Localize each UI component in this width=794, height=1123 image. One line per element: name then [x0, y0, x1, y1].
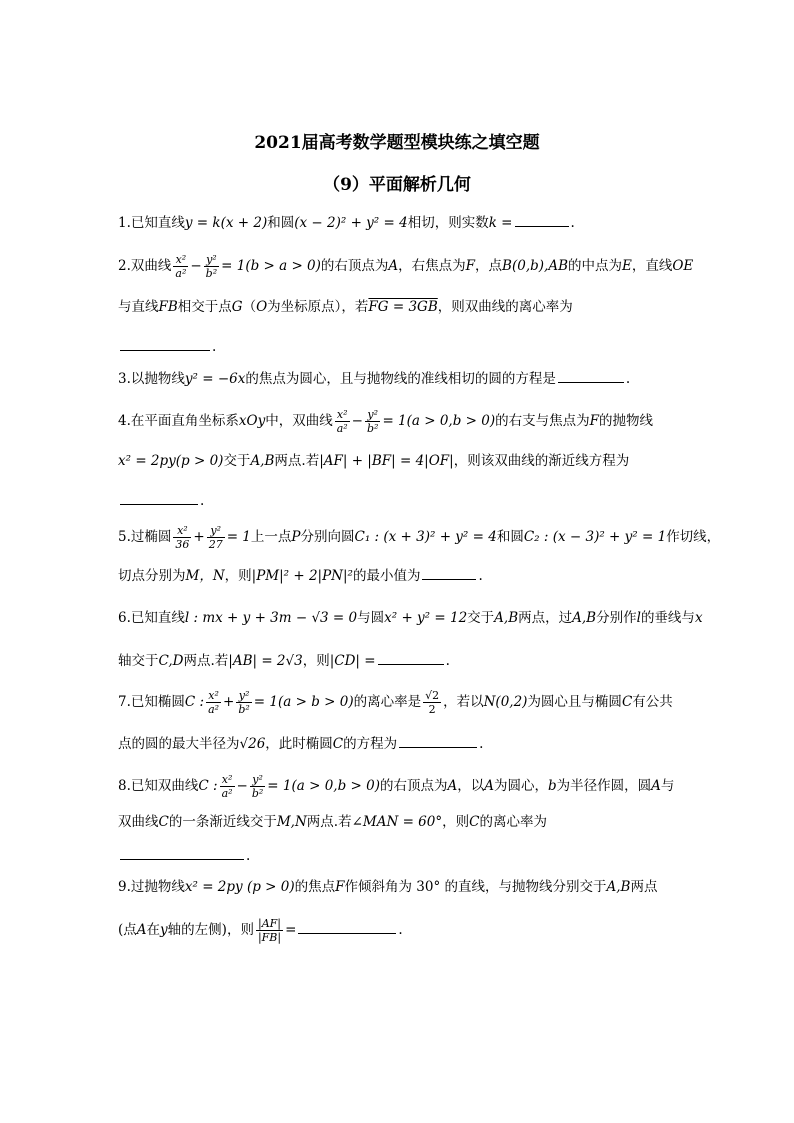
fraction-numerator: y² — [236, 689, 251, 703]
q2-text-11: ，则双曲线的离心率为 — [437, 299, 573, 315]
q2-math-B: B(0,b),AB — [502, 258, 568, 274]
answer-blank[interactable] — [399, 733, 477, 748]
question-5-line-2 — [118, 565, 678, 586]
q1-math: y = k(x + 2) — [184, 215, 268, 231]
answer-blank[interactable] — [558, 368, 624, 383]
fraction-denominator: a² — [175, 267, 187, 280]
fraction-numerator: y² — [207, 524, 225, 538]
q2-text-8: 相交于点 — [177, 299, 232, 315]
q4-math-2: x² = 2py(p > 0) — [118, 453, 224, 469]
q4-text: 4.在平面直角坐标系 — [118, 413, 239, 429]
fraction-numerator: y² — [204, 253, 219, 267]
q6-text-4: 两点，过 — [518, 610, 573, 626]
question-8-line-3 — [118, 845, 678, 866]
q4-math-AB: A,B — [250, 453, 275, 469]
q2-end: . — [212, 339, 217, 355]
q2-text-5: 的中点为 — [568, 258, 622, 274]
q3-text-2: 的焦点为圆心，且与抛物线的准线相切的圆的方程是 — [245, 371, 556, 387]
fraction — [204, 253, 219, 280]
q1-math-2: (x − 2)² + y² = 4 — [294, 215, 408, 231]
fraction — [220, 773, 235, 800]
fraction-numerator: |AF| — [256, 917, 283, 931]
q2-text-10: 为坐标原点），若 — [267, 299, 369, 315]
question-4-line-3 — [118, 490, 678, 511]
fraction — [173, 524, 191, 551]
q8-text-2: 的右顶点为 — [379, 778, 448, 794]
q8-text: 8.已知双曲线 — [118, 778, 199, 794]
fraction-denominator: b² — [366, 422, 379, 435]
q4-end: . — [200, 493, 205, 509]
q1-text-2: 和圆 — [267, 215, 295, 231]
fraction — [207, 524, 225, 551]
question-2-line-3 — [118, 336, 678, 357]
q5-math-P: P — [291, 529, 301, 545]
q2-math-G: G — [231, 299, 243, 315]
answer-blank[interactable] — [422, 565, 476, 580]
q7-text-7: ，此时椭圆 — [265, 736, 333, 752]
page-title: 2021届高考数学题型模块练之填空题 — [254, 133, 540, 153]
fraction — [236, 689, 251, 716]
question-9-line-2 — [118, 917, 678, 944]
fraction — [365, 408, 380, 435]
q7-math-C: C : — [184, 694, 205, 710]
answer-blank[interactable] — [298, 919, 396, 934]
question-8-line-2 — [118, 812, 678, 832]
q9-math-F: F — [335, 879, 345, 895]
q1-text-3: 相切，则实数 — [407, 215, 489, 231]
q9-text-6: 在 — [146, 922, 161, 938]
q8-text-4: 为圆心， — [493, 778, 548, 794]
q6-text-8: 两点.若 — [183, 653, 229, 669]
fraction-numerator: x² — [173, 253, 188, 267]
q5-text-5: 作切线， — [666, 529, 721, 545]
q1-text: 1.已知直线 — [118, 215, 185, 231]
fraction-denominator: b² — [205, 267, 218, 280]
q3-text: 3.以抛物线 — [118, 371, 185, 387]
q5-text-7: ，则 — [224, 568, 252, 584]
fraction — [173, 253, 188, 280]
q7-math-C-2: C — [621, 694, 633, 710]
q9-text-3: 作倾斜角为 30° 的直线，与抛物线分别交于 — [344, 879, 607, 895]
answer-blank[interactable] — [515, 212, 569, 227]
q5-text-8: 的最小值为 — [352, 568, 421, 584]
q9-math-A: A — [136, 922, 147, 938]
q8-math-A-3: A — [651, 778, 661, 794]
fraction-denominator: a² — [208, 703, 220, 716]
q7-text-5: 有公共 — [632, 694, 673, 710]
fraction-denominator: 27 — [208, 538, 223, 551]
fraction-denominator: a² — [221, 787, 233, 800]
answer-blank[interactable] — [120, 336, 210, 351]
q2-text-4: ，点 — [475, 258, 503, 274]
q9-math-eq: = — [285, 922, 297, 938]
q6-math-x: x — [694, 610, 703, 626]
fraction — [256, 917, 283, 944]
q7-text: 7.已知椭圆 — [118, 694, 185, 710]
q2-math-E: E — [622, 258, 632, 274]
fraction-denominator: |FB| — [257, 931, 282, 944]
q9-end: . — [398, 922, 403, 938]
page-subtitle: （9）平面解析几何 — [323, 175, 471, 195]
q2-math-OE: OE — [672, 258, 694, 274]
q2-math-F: F — [465, 258, 476, 274]
q2-text-9: （ — [242, 299, 257, 315]
q9-text-2: 的焦点 — [294, 879, 336, 895]
q8-text-7: 双曲线 — [118, 814, 159, 830]
question-4-line-2 — [118, 451, 678, 471]
q8-end: . — [246, 848, 251, 864]
fraction — [250, 773, 265, 800]
q9-text-7: 轴的左侧)，则 — [167, 922, 254, 938]
q8-text-10: ，则 — [442, 814, 470, 830]
q2-text-2: 的右顶点为 — [320, 258, 389, 274]
q4-text-2: 中，双曲线 — [265, 413, 333, 429]
q6-text-6: 的垂线与 — [640, 610, 695, 626]
question-9-line-1 — [118, 877, 678, 897]
question-7-line-1: 7.已知椭圆C : $\frac{\text{x²}}{\text{a²}}$ + $\frac{\text{y²}}{\text{b²}}$ = 1(a > b > 0)的离心率是 $\frac{√2}{2}$ ，若以N(0,2)为圆心且与椭圆C有公共 — [118, 689, 673, 716]
fraction-denominator: 2 — [428, 703, 436, 716]
q5-text-6: 切点分别为 — [118, 568, 186, 584]
question-6-line-1 — [118, 608, 703, 628]
q8-math-C-2: C — [158, 814, 169, 830]
q4-math-3: |AF| + |BF| = 4|OF| — [319, 453, 454, 469]
q2-math-A: A — [388, 258, 399, 274]
q6-math-CD: C,D — [158, 653, 184, 669]
question-4-line-1: 4.在平面直角坐标系xOy中，双曲线 $\frac{\text{x²}}{\text{a²}}$ − $\frac{\text{y²}}{\text{b²}}$ = 1(a > 0,b > 0)的右支与焦点为F的抛物线 — [118, 408, 653, 435]
q2-vector-eq: FG = 3GB — [368, 299, 438, 315]
q8-math-MN: M,N — [276, 814, 307, 830]
q5-text-3: 分别向圆 — [300, 529, 355, 545]
q7-math-C-3: C — [332, 736, 344, 752]
fraction-numerator: y² — [250, 773, 265, 787]
q5-text: 5.过椭圆 — [118, 529, 172, 545]
fraction-numerator: x² — [220, 773, 235, 787]
q8-math-b: b — [547, 778, 557, 794]
q4-math-xoy: xOy — [238, 413, 266, 429]
q4-text-5: 交于 — [223, 453, 251, 469]
fraction-numerator: x² — [206, 689, 221, 703]
fraction-numerator: y² — [365, 408, 380, 422]
q8-text-6: 与 — [660, 778, 675, 794]
q8-math-A-2: A — [484, 778, 494, 794]
fraction-numerator: x² — [335, 408, 350, 422]
answer-blank[interactable] — [120, 490, 198, 505]
q9-math: x² = 2py (p > 0) — [184, 879, 295, 895]
question-7-line-2 — [118, 733, 678, 754]
q7-text-2: 的离心率是 — [353, 694, 422, 710]
answer-blank[interactable] — [378, 650, 444, 665]
fraction-denominator: 36 — [175, 538, 190, 551]
q5-end: . — [478, 568, 483, 584]
q9-text: 9.过抛物线 — [118, 879, 185, 895]
q6-text-7: 轴交于 — [118, 653, 159, 669]
q5-text-2: 上一点 — [250, 529, 292, 545]
q7-text-4: 为圆心且与椭圆 — [527, 694, 622, 710]
q1-math-3: k = — [488, 215, 513, 231]
q6-text: 6.已知直线 — [118, 610, 185, 626]
q4-math: = 1(a > 0,b > 0) — [382, 413, 496, 429]
q1-end: . — [570, 215, 575, 231]
q6-end: . — [445, 653, 450, 669]
fraction-numerator: x² — [173, 524, 191, 538]
q9-text-4: 两点 — [630, 879, 658, 895]
q5-math-2: |PM|² + 2|PN|² — [251, 568, 353, 584]
fraction — [335, 408, 350, 435]
q8-text-8: 的一条渐近线交于 — [168, 814, 277, 830]
q4-text-7: ，则该双曲线的渐近线方程为 — [453, 453, 630, 469]
q4-text-3: 的右支与焦点为 — [495, 413, 590, 429]
q4-text-4: 的抛物线 — [599, 413, 653, 429]
q2-math: = 1(b > a > 0) — [221, 258, 321, 274]
question-6-line-2 — [118, 650, 678, 671]
q5-math-C1: C₁ : (x + 3)² + y² = 4 — [354, 529, 497, 545]
q7-math: = 1(a > b > 0) — [253, 694, 354, 710]
answer-blank[interactable] — [120, 845, 244, 860]
q8-text-3: ，以 — [457, 778, 485, 794]
q6-text-9: ，则 — [302, 653, 330, 669]
q8-text-11: 的离心率为 — [479, 814, 547, 830]
question-3 — [118, 368, 678, 389]
q4-math-F: F — [589, 413, 599, 429]
q5-math: = 1 — [226, 529, 251, 545]
question-5-line-1: 5.过椭圆 $\frac{\text{x²}}{36}$ + $\frac{\text{y²}}{27}$ = 1上一点P分别向圆C₁ : (x + 3)² + y² = 4和圆C₂ : (x − 3)² + y² = 1作切线， — [118, 524, 721, 551]
q7-text-3: ，若以 — [443, 694, 484, 710]
q2-math-FB: FB — [158, 299, 178, 315]
q2-text-6: ，直线 — [631, 258, 673, 274]
q6-text-5: 分别作 — [596, 610, 637, 626]
question-8-line-1: 8.已知双曲线C : $\frac{\text{x²}}{\text{a²}}$ − $\frac{\text{y²}}{\text{b²}}$ = 1(a > 0,b > 0)的右顶点为A，以A为圆心，b为半径作圆，圆A与 — [118, 773, 675, 800]
q2-math-O: O — [256, 299, 268, 315]
q3-math: y² = −6x — [184, 371, 246, 387]
question-1 — [118, 212, 678, 233]
q6-math-l: l — [636, 610, 641, 626]
q6-math-AB-2: A,B — [572, 610, 597, 626]
q8-math-C: C : — [198, 778, 218, 794]
fraction-denominator: b² — [238, 703, 250, 716]
q2-text-7: 与直线 — [118, 299, 159, 315]
question-2-line-2 — [118, 297, 678, 317]
q9-text-5: (点 — [118, 922, 137, 938]
q6-math-3: |AB| = 2√3 — [228, 653, 303, 669]
q9-math-y: y — [160, 922, 168, 938]
q6-math-4: |CD| = — [329, 653, 376, 669]
q7-text-6: 点的圆的最大半径为 — [118, 736, 240, 752]
q5-math-MN: M，N — [185, 568, 225, 584]
q8-text-9: 两点.若 — [306, 814, 352, 830]
q2-text-3: ，右焦点为 — [398, 258, 466, 274]
fraction-denominator: b² — [251, 787, 264, 800]
q8-math-C-3: C — [469, 814, 480, 830]
fraction — [423, 689, 441, 716]
q7-math-N: N(0,2) — [483, 694, 528, 710]
q6-math-AB: A,B — [494, 610, 519, 626]
q6-text-2: 与圆 — [357, 610, 385, 626]
q7-math-2: √26 — [239, 736, 266, 752]
q6-text-3: 交于 — [467, 610, 495, 626]
q3-end: . — [625, 371, 631, 387]
q7-text-8: 的方程为 — [343, 736, 398, 752]
fraction — [206, 689, 221, 716]
question-2-line-1 — [118, 253, 694, 280]
q8-text-5: 为半径作圆，圆 — [556, 778, 652, 794]
q8-math-2: ∠MAN = 60° — [351, 814, 443, 830]
q8-math: = 1(a > 0,b > 0) — [267, 778, 380, 794]
q4-text-6: 两点.若 — [274, 453, 320, 469]
minus-sign: − — [190, 258, 202, 274]
q6-math: l : mx + y + 3m − √3 = 0 — [184, 610, 358, 626]
q7-end: . — [479, 736, 484, 752]
q8-math-A: A — [447, 778, 458, 794]
q5-math-C2: C₂ : (x − 3)² + y² = 1 — [523, 529, 667, 545]
q5-text-4: 和圆 — [496, 529, 524, 545]
fraction-numerator: √2 — [425, 689, 440, 702]
q2-text: 2.双曲线 — [118, 258, 172, 274]
q9-math-AB: A,B — [606, 879, 631, 895]
q6-math-2: x² + y² = 12 — [384, 610, 468, 626]
fraction-denominator: a² — [336, 422, 348, 435]
